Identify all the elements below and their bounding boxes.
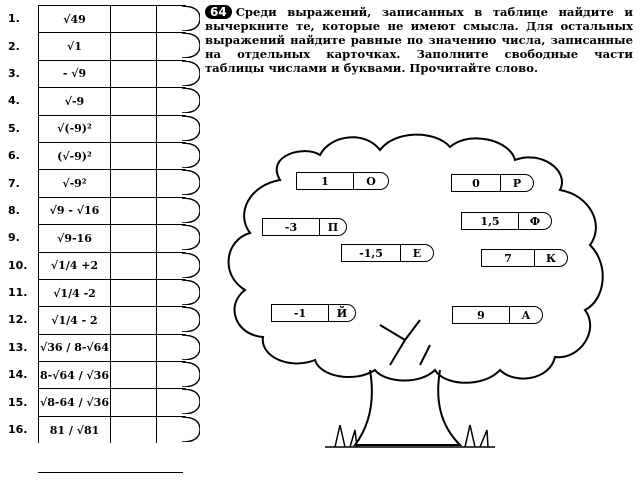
answer-number-cell[interactable]	[110, 32, 156, 59]
row-number: 13.	[8, 340, 28, 354]
row-tab	[182, 143, 200, 168]
table-row	[4, 115, 200, 142]
expression-cell: √(-9)²	[38, 115, 110, 142]
table-row	[4, 32, 200, 59]
table-row	[4, 142, 200, 169]
card-letter: А	[509, 306, 543, 324]
tree-illustration	[205, 125, 635, 480]
row-number: 9.	[8, 231, 20, 245]
row-number: 11.	[8, 286, 28, 300]
card-value: 0	[451, 174, 500, 192]
card-letter: Е	[400, 244, 434, 262]
row-number: 14.	[8, 368, 28, 382]
task-description: Среди выражений, записанных в таблице найдите и вычеркните те, которые не имеют смысла. Для остальных выражений найдите равные по значению числа, записанные на отдельных карточках. Заполните свободные части таблицы числами и буквами. Прочитайте слово.	[205, 5, 633, 75]
row-number: 5.	[8, 121, 20, 135]
row-number: 8.	[8, 203, 20, 217]
table-row	[4, 87, 200, 114]
table-row	[4, 252, 200, 279]
task-text	[205, 5, 633, 75]
row-tab	[182, 335, 200, 360]
answer-number-cell[interactable]	[110, 334, 156, 361]
card-letter: П	[319, 218, 347, 236]
answer-number-cell[interactable]	[110, 306, 156, 333]
table-row	[4, 279, 200, 306]
row-tab	[182, 116, 200, 141]
number-card	[452, 306, 543, 324]
table-row	[4, 388, 200, 415]
expression-cell: - √9	[38, 60, 110, 87]
answer-number-cell[interactable]	[110, 361, 156, 388]
table-row	[4, 169, 200, 196]
row-number: 6.	[8, 149, 20, 163]
answer-number-cell[interactable]	[110, 5, 156, 32]
answer-number-cell[interactable]	[110, 142, 156, 169]
row-tab	[182, 280, 200, 305]
row-tab	[182, 170, 200, 195]
expression-cell: (√-9)²	[38, 142, 110, 169]
row-tab	[182, 389, 200, 414]
row-number: 16.	[8, 423, 28, 437]
card-letter: О	[353, 172, 389, 190]
card-value: 1,5	[461, 212, 518, 230]
card-value: -3	[262, 218, 319, 236]
answer-number-cell[interactable]	[110, 279, 156, 306]
table-row	[4, 306, 200, 333]
table-row	[4, 334, 200, 361]
number-card	[262, 218, 347, 236]
expression-cell: √1/4 -2	[38, 279, 110, 306]
number-card	[481, 249, 568, 267]
row-tab	[182, 198, 200, 223]
card-letter: Р	[500, 174, 534, 192]
card-value: 9	[452, 306, 509, 324]
row-number: 3.	[8, 66, 20, 80]
row-tab	[182, 253, 200, 278]
card-value: 7	[481, 249, 534, 267]
expression-cell: √8-64 / √36	[38, 388, 110, 415]
card-value: 1	[296, 172, 353, 190]
table-row	[4, 5, 200, 32]
row-number: 2.	[8, 39, 20, 53]
answer-number-cell[interactable]	[110, 388, 156, 415]
answer-number-cell[interactable]	[110, 87, 156, 114]
number-card	[271, 304, 356, 322]
row-number: 15.	[8, 395, 28, 409]
expression-cell: √9-16	[38, 224, 110, 251]
row-number: 10.	[8, 258, 28, 272]
card-value: -1,5	[341, 244, 400, 262]
expression-cell: √-9²	[38, 169, 110, 196]
answer-number-cell[interactable]	[110, 197, 156, 224]
answer-number-cell[interactable]	[110, 416, 156, 443]
expression-cell: √49	[38, 5, 110, 32]
expression-cell: √9 - √16	[38, 197, 110, 224]
answer-number-cell[interactable]	[110, 224, 156, 251]
card-letter: К	[534, 249, 568, 267]
number-card	[451, 174, 534, 192]
card-value: -1	[271, 304, 328, 322]
row-tab	[182, 6, 200, 31]
row-number: 1.	[8, 12, 20, 26]
answer-number-cell[interactable]	[110, 169, 156, 196]
row-tab	[182, 417, 200, 442]
expression-cell: √1/4 +2	[38, 252, 110, 279]
table-row	[4, 416, 200, 443]
number-card	[341, 244, 434, 262]
table-row	[4, 224, 200, 251]
table-row	[4, 361, 200, 388]
row-tab	[182, 61, 200, 86]
expression-cell: √1	[38, 32, 110, 59]
row-tab	[182, 33, 200, 58]
table-row	[4, 197, 200, 224]
answer-number-cell[interactable]	[110, 115, 156, 142]
expression-table	[4, 5, 200, 443]
card-letter: Ф	[518, 212, 552, 230]
expression-cell: √-9	[38, 87, 110, 114]
task-number-badge: 64	[205, 5, 232, 19]
row-tab	[182, 362, 200, 387]
row-number: 7.	[8, 176, 20, 190]
number-card	[296, 172, 389, 190]
table-row	[4, 60, 200, 87]
number-card	[461, 212, 552, 230]
row-tab	[182, 307, 200, 332]
expression-cell: 81 / √81	[38, 416, 110, 443]
card-letter: Й	[328, 304, 356, 322]
expression-cell: √36 / 8-√64	[38, 334, 110, 361]
row-number: 12.	[8, 313, 28, 327]
answer-number-cell[interactable]	[110, 252, 156, 279]
grass	[335, 425, 488, 447]
expression-cell: 8-√64 / √36	[38, 361, 110, 388]
row-tab	[182, 88, 200, 113]
tree-trunk	[355, 320, 460, 445]
expression-cell: √1/4 - 2	[38, 306, 110, 333]
row-tab	[182, 225, 200, 250]
row-number: 4.	[8, 94, 20, 108]
answer-number-cell[interactable]	[110, 60, 156, 87]
